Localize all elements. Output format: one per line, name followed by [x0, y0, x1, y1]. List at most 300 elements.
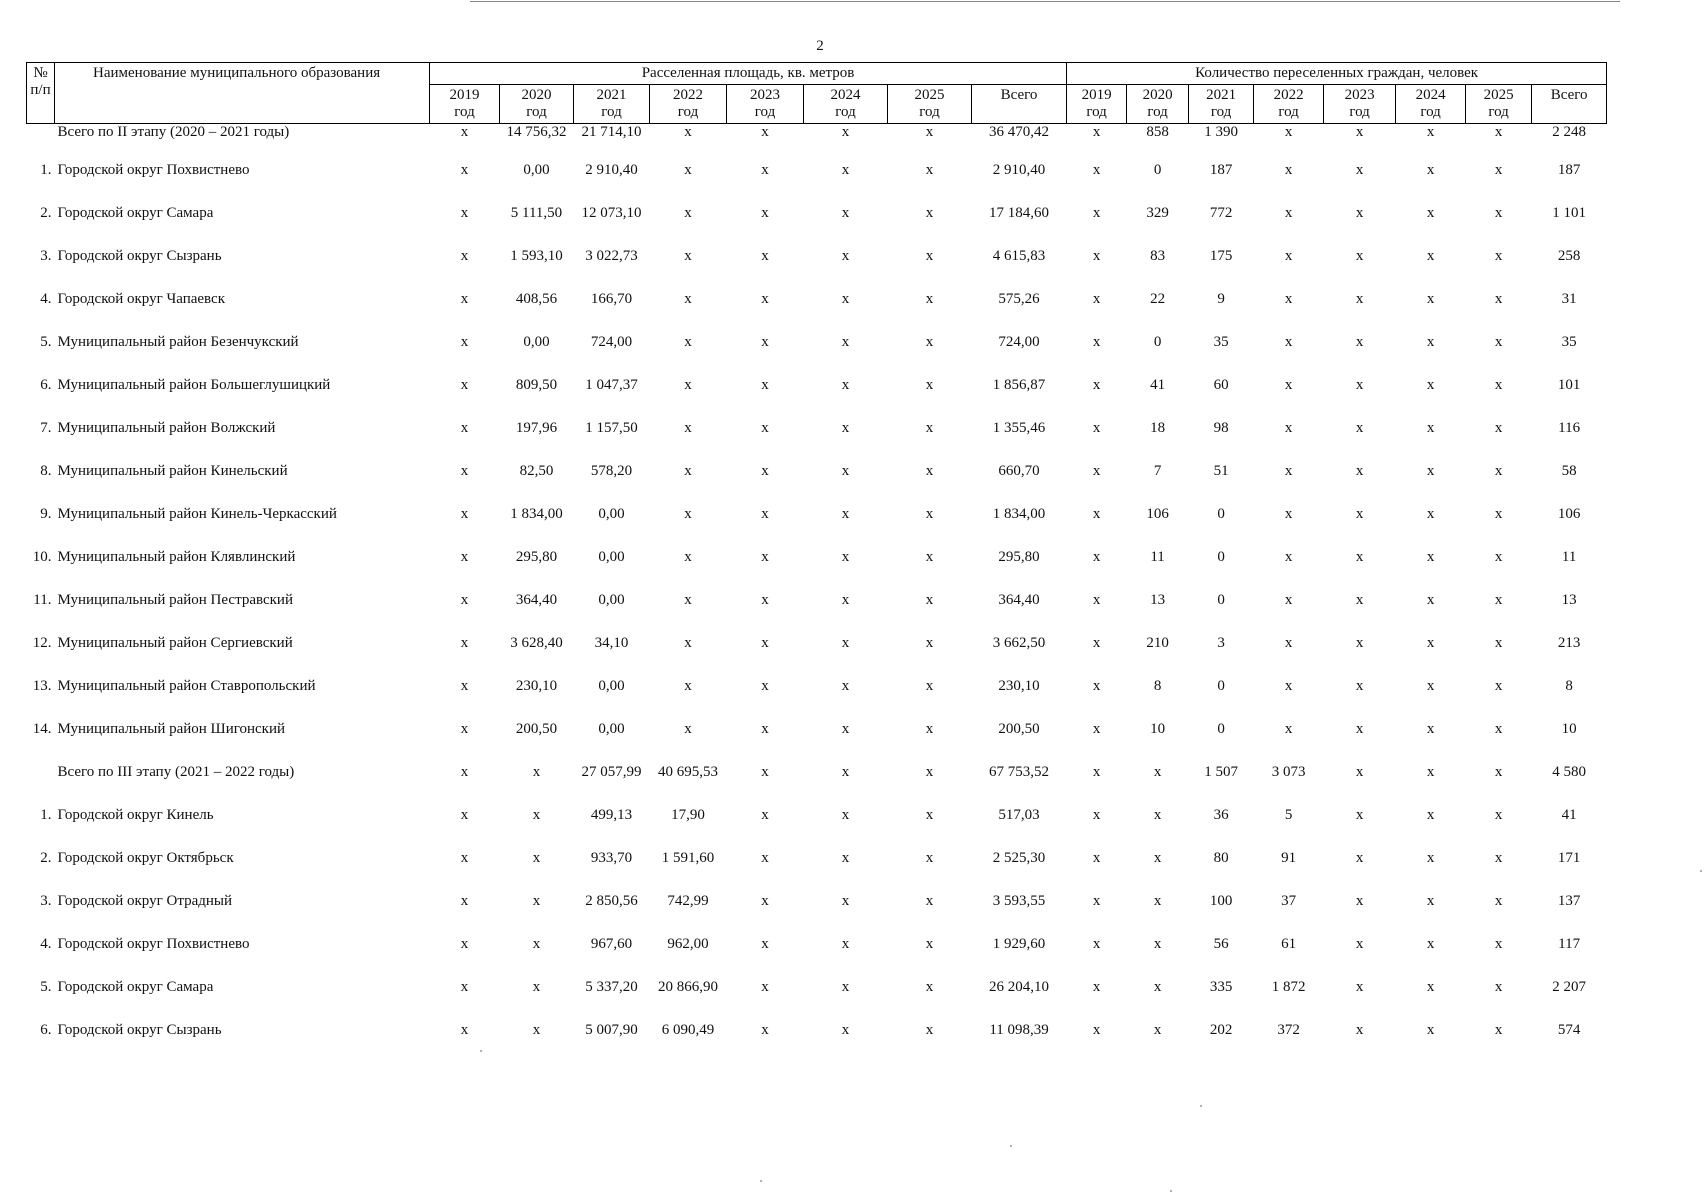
people-cell: x [1092, 807, 1101, 823]
area-cell: x [841, 635, 850, 651]
area-total-cell: 575,26 [998, 291, 1040, 307]
area-cell: x [532, 807, 541, 823]
municipality-name: Городской округ Похвистнево [57, 162, 250, 178]
people-cell: x [1284, 635, 1293, 651]
area-cell: x [925, 506, 934, 522]
table-row [27, 678, 1607, 721]
people-cell: x [1426, 1022, 1435, 1038]
people-cell: x [1494, 506, 1503, 522]
people-cell: x [1153, 893, 1162, 909]
area-cell: x [460, 162, 469, 178]
area-cell: 0,00 [598, 506, 625, 522]
people-total-cell: 213 [1557, 635, 1581, 651]
people-cell: x [1284, 592, 1293, 608]
people-cell: x [1494, 721, 1503, 737]
area-cell: x [925, 549, 934, 565]
scan-artifact-dot [1200, 1105, 1202, 1107]
people-cell: 175 [1209, 248, 1233, 264]
area-cell: x [532, 893, 541, 909]
table-row [27, 248, 1607, 291]
area-cell: 0,00 [598, 592, 625, 608]
people-cell: 18 [1150, 420, 1166, 436]
area-cell: 5 337,20 [585, 979, 638, 995]
people-cell: x [1494, 463, 1503, 479]
table-row [27, 291, 1607, 334]
people-cell: x [1494, 248, 1503, 264]
area-cell: 6 090,49 [661, 1022, 715, 1038]
people-cell: x [1426, 850, 1435, 866]
people-cell: x [1092, 678, 1101, 694]
people-total-cell: 116 [1558, 420, 1581, 436]
area-cell: x [684, 124, 692, 140]
area-cell: x [460, 506, 469, 522]
area-total-cell: 724,00 [998, 334, 1040, 350]
people-cell: x [1355, 850, 1364, 866]
row-number: 9. [40, 506, 52, 522]
people-cell: x [1494, 893, 1503, 909]
area-cell: x [925, 592, 934, 608]
people-cell: x [1494, 205, 1503, 221]
people-cell: 100 [1209, 893, 1233, 909]
area-cell: 1 593,10 [510, 248, 563, 264]
area-cell: x [841, 463, 850, 479]
people-cell: x [1153, 936, 1162, 952]
people-cell: x [1494, 162, 1503, 178]
people-cell: x [1494, 1022, 1503, 1038]
area-cell: 0,00 [598, 549, 625, 565]
area-cell: x [761, 592, 769, 608]
people-cell: x [1426, 979, 1435, 995]
area-total-cell: 200,50 [998, 721, 1040, 737]
area-cell: x [761, 635, 769, 651]
area-cell: x [925, 334, 934, 350]
table-row [27, 162, 1607, 205]
area-cell: x [925, 893, 934, 909]
area-total-cell: 1 355,46 [992, 420, 1046, 436]
people-cell: x [1426, 205, 1435, 221]
area-cell: x [460, 248, 469, 264]
area-cell: x [925, 162, 934, 178]
area-total-cell: 1 929,60 [992, 936, 1046, 952]
people-cell: 372 [1277, 1022, 1300, 1038]
people-cell: x [1284, 420, 1293, 436]
people-cell: x [1153, 1022, 1162, 1038]
municipality-name: Муниципальный район Пестравский [57, 592, 293, 608]
people-total-cell: 187 [1557, 162, 1581, 178]
people-cell: 10 [1150, 721, 1166, 737]
area-cell: x [841, 893, 850, 909]
row-number: 13. [32, 678, 52, 694]
area-cell: x [925, 764, 934, 780]
area-cell: x [761, 721, 769, 737]
people-cell: x [1355, 678, 1364, 694]
area-cell: x [841, 549, 850, 565]
people-cell: x [1494, 377, 1503, 393]
people-cell: x [1092, 506, 1101, 522]
row-number: 14. [32, 721, 52, 737]
people-cell: x [1494, 592, 1503, 608]
area-total-cell: 230,10 [998, 678, 1040, 694]
area-cell: x [684, 506, 692, 522]
area-year-header: 2024 год [804, 85, 888, 124]
people-cell: x [1284, 162, 1293, 178]
area-cell: x [761, 377, 769, 393]
area-cell: x [841, 124, 850, 140]
row-number [27, 764, 55, 807]
table-row [27, 850, 1607, 893]
people-cell: x [1355, 463, 1364, 479]
people-total-header: Всего [1532, 85, 1607, 124]
municipality-name: Муниципальный район Шигонский [57, 721, 286, 737]
area-cell: 197,96 [515, 420, 558, 436]
municipality-name: Муниципальный район Кинельский [57, 463, 288, 479]
people-cell: x [1355, 936, 1364, 952]
people-cell: x [1153, 850, 1162, 866]
area-cell: x [761, 850, 769, 866]
area-total-header: Всего [972, 85, 1067, 124]
area-cell: x [532, 764, 541, 780]
area-cell: x [925, 420, 934, 436]
people-cell: x [1092, 248, 1101, 264]
people-cell: 13 [1150, 592, 1166, 608]
people-total-cell: 2 207 [1552, 979, 1586, 995]
people-cell: x [1494, 420, 1503, 436]
table-row [27, 721, 1607, 764]
area-cell: 1 047,37 [585, 377, 638, 393]
area-cell: 499,13 [590, 807, 633, 823]
scan-artifact-dot [1170, 1190, 1172, 1192]
municipality-name: Муниципальный район Сергиевский [57, 635, 293, 651]
area-cell: x [460, 420, 469, 436]
area-total-cell: 17 184,60 [989, 205, 1050, 221]
area-cell: x [925, 463, 934, 479]
municipality-name: Всего по III этапу (2021 – 2022 годы) [57, 764, 295, 780]
area-cell: 21 714,10 [581, 124, 642, 140]
people-group-header: Количество переселенных граждан, человек [1067, 63, 1607, 85]
municipality-name: Городской округ Сызрань [57, 248, 222, 264]
area-cell: 34,10 [594, 635, 629, 651]
area-cell: 200,50 [515, 721, 558, 737]
people-cell: x [1355, 635, 1364, 651]
people-total-cell: 258 [1557, 248, 1581, 264]
area-cell: 967,60 [590, 936, 633, 952]
people-cell: x [1092, 291, 1101, 307]
area-cell: x [925, 377, 934, 393]
people-cell: x [1355, 205, 1364, 221]
people-cell: x [1092, 721, 1101, 737]
people-cell: x [1494, 678, 1503, 694]
area-cell: 0,00 [523, 162, 550, 178]
area-cell: x [841, 248, 850, 264]
area-cell: x [841, 334, 850, 350]
area-cell: x [761, 124, 769, 140]
people-cell: x [1494, 850, 1503, 866]
area-cell: x [460, 850, 469, 866]
people-total-cell: 8 [1565, 678, 1573, 694]
people-cell: x [1284, 463, 1293, 479]
people-cell: 0 [1217, 721, 1225, 737]
area-cell: x [684, 205, 692, 221]
people-cell: x [1355, 377, 1364, 393]
municipality-name: Муниципальный район Кинель-Черкасский [57, 506, 337, 522]
area-cell: 742,99 [667, 893, 709, 909]
area-cell: 20 866,90 [658, 979, 718, 995]
table-row [27, 124, 1607, 163]
area-year-header: 2021 год [574, 85, 650, 124]
area-total-cell: 295,80 [998, 549, 1040, 565]
area-cell: 166,70 [590, 291, 633, 307]
area-cell: x [761, 936, 769, 952]
people-cell: x [1092, 377, 1101, 393]
area-cell: x [684, 721, 692, 737]
people-cell: x [1355, 1022, 1364, 1038]
people-cell: x [1426, 721, 1435, 737]
people-cell: 0 [1217, 678, 1225, 694]
table-row [27, 807, 1607, 850]
people-cell: x [1284, 549, 1293, 565]
people-cell: 1 390 [1204, 124, 1238, 140]
people-cell: x [1426, 936, 1435, 952]
people-cell: 0 [1153, 162, 1162, 178]
area-cell: 2 910,40 [585, 162, 638, 178]
area-cell: x [925, 248, 934, 264]
municipality-name: Муниципальный район Ставропольский [57, 678, 316, 694]
people-cell: 22 [1150, 291, 1166, 307]
people-cell: x [1494, 334, 1503, 350]
people-cell: x [1284, 248, 1293, 264]
people-total-cell: 11 [1561, 549, 1577, 565]
table-row [27, 893, 1607, 936]
people-cell: 11 [1150, 549, 1165, 565]
area-cell: x [761, 420, 769, 436]
row-number: 2. [40, 205, 52, 221]
municipality-name: Городской округ Самара [57, 205, 214, 221]
people-cell: 83 [1150, 248, 1166, 264]
area-cell: x [841, 850, 850, 866]
area-total-cell: 1 856,87 [992, 377, 1046, 393]
row-number: 6. [40, 1022, 52, 1038]
area-cell: x [841, 291, 850, 307]
people-cell: 98 [1213, 420, 1229, 436]
people-total-cell: 101 [1557, 377, 1581, 393]
people-cell: 60 [1213, 377, 1229, 393]
people-cell: x [1426, 248, 1435, 264]
area-cell: x [761, 764, 769, 780]
area-cell: x [684, 291, 692, 307]
people-cell: x [1092, 205, 1101, 221]
row-number: 3. [40, 248, 52, 264]
area-cell: x [925, 678, 934, 694]
people-cell: x [1153, 764, 1162, 780]
people-cell: x [1284, 334, 1293, 350]
area-cell: x [460, 592, 469, 608]
table-row [27, 979, 1607, 1022]
row-number: 6. [40, 377, 52, 393]
area-cell: x [925, 850, 934, 866]
people-total-cell: 41 [1561, 807, 1577, 823]
people-total-cell: 58 [1561, 463, 1577, 479]
area-cell: x [761, 807, 769, 823]
people-cell: 0 [1153, 334, 1162, 350]
municipality-name: Городской округ Сызрань [57, 1022, 222, 1038]
area-cell: 724,00 [590, 334, 633, 350]
area-cell: x [761, 979, 769, 995]
people-total-cell: 35 [1561, 334, 1577, 350]
people-cell: 1 872 [1271, 979, 1306, 995]
municipality-name: Всего по II этапу (2020 – 2021 годы) [57, 124, 290, 140]
people-cell: 772 [1209, 205, 1233, 221]
people-cell: x [1092, 334, 1101, 350]
people-cell: 1 507 [1204, 764, 1238, 780]
people-cell: x [1494, 807, 1503, 823]
people-cell: x [1355, 549, 1364, 565]
area-year-header: 2022 год [650, 85, 727, 124]
row-number: 12. [32, 635, 52, 651]
area-year-header: 2025 год [888, 85, 972, 124]
area-cell: 40 695,53 [658, 764, 718, 780]
area-cell: x [761, 678, 769, 694]
area-year-header: 2023 год [727, 85, 804, 124]
people-cell: x [1092, 936, 1101, 952]
municipality-name: Городской округ Отрадный [57, 893, 232, 909]
area-cell: x [460, 936, 469, 952]
area-cell: x [684, 377, 692, 393]
people-cell: x [1355, 592, 1364, 608]
area-total-cell: 4 615,83 [992, 248, 1046, 264]
area-cell: 0,00 [598, 721, 625, 737]
area-year-header: 2020 год [500, 85, 574, 124]
people-cell: 56 [1213, 936, 1229, 952]
area-total-cell: 517,03 [998, 807, 1040, 823]
people-cell: x [1426, 807, 1435, 823]
people-cell: x [1092, 850, 1101, 866]
people-cell: x [1355, 162, 1364, 178]
people-cell: 210 [1146, 635, 1169, 651]
people-total-cell: 106 [1557, 506, 1581, 522]
area-cell: 230,10 [515, 678, 558, 694]
area-cell: 364,40 [515, 592, 558, 608]
area-cell: x [460, 124, 469, 140]
people-cell: x [1092, 635, 1101, 651]
municipality-name: Городской округ Похвистнево [57, 936, 250, 952]
people-cell: x [1426, 291, 1435, 307]
people-cell: x [1284, 678, 1293, 694]
people-cell: x [1284, 291, 1293, 307]
area-cell: x [841, 377, 850, 393]
people-cell: 51 [1213, 463, 1229, 479]
people-cell: x [1355, 979, 1364, 995]
people-cell: 106 [1146, 506, 1169, 522]
area-total-cell: 67 753,52 [989, 764, 1050, 780]
row-number: 11. [33, 592, 52, 608]
num-column-header: № п/п [27, 63, 55, 124]
area-cell: x [761, 334, 769, 350]
people-cell: 91 [1281, 850, 1297, 866]
people-total-cell: 2 248 [1552, 124, 1586, 140]
people-cell: x [1355, 420, 1364, 436]
people-cell: x [1494, 549, 1503, 565]
people-total-cell: 4 580 [1552, 764, 1586, 780]
people-year-header: 2025 год [1466, 85, 1532, 124]
people-cell: x [1426, 162, 1435, 178]
area-total-cell: 26 204,10 [989, 979, 1050, 995]
area-cell: x [761, 1022, 769, 1038]
area-total-cell: 3 593,55 [992, 893, 1046, 909]
people-cell: x [1092, 420, 1101, 436]
people-cell: 7 [1153, 463, 1162, 479]
people-cell: x [1494, 936, 1503, 952]
row-number: 1. [40, 162, 52, 178]
people-cell: x [1092, 893, 1101, 909]
row-number: 3. [40, 893, 52, 909]
area-total-cell: 1 834,00 [992, 506, 1046, 522]
people-cell: x [1426, 334, 1435, 350]
people-total-cell: 137 [1557, 893, 1581, 909]
area-cell: x [460, 291, 469, 307]
people-cell: x [1426, 592, 1435, 608]
area-cell: 5 007,90 [585, 1022, 638, 1038]
area-cell: x [841, 979, 850, 995]
people-cell: x [1355, 124, 1364, 140]
table-row [27, 205, 1607, 248]
area-cell: x [460, 764, 469, 780]
area-cell: x [841, 592, 850, 608]
area-cell: x [684, 678, 692, 694]
area-cell: x [460, 979, 469, 995]
area-cell: x [460, 721, 469, 737]
scan-artifact-dot [760, 1180, 762, 1182]
people-cell: 80 [1213, 850, 1229, 866]
people-cell: 202 [1209, 1022, 1233, 1038]
people-cell: x [1284, 506, 1293, 522]
table-body [27, 124, 1607, 1066]
area-cell: 14 756,32 [506, 124, 567, 140]
area-cell: x [925, 979, 934, 995]
people-cell: 35 [1213, 334, 1229, 350]
table-row [27, 506, 1607, 549]
header-row-groups [27, 63, 1607, 85]
area-cell: 17,90 [671, 807, 705, 823]
area-cell: x [684, 549, 692, 565]
people-cell: x [1426, 420, 1435, 436]
municipality-name: Городской округ Чапаевск [57, 291, 225, 307]
people-cell: x [1355, 893, 1364, 909]
area-cell: x [761, 248, 769, 264]
area-cell: x [925, 807, 934, 823]
area-year-header: 2019 год [430, 85, 500, 124]
area-total-cell: 364,40 [998, 592, 1040, 608]
area-cell: x [761, 463, 769, 479]
area-total-cell: 660,70 [998, 463, 1040, 479]
area-cell: x [684, 334, 692, 350]
area-cell: 3 628,40 [510, 635, 563, 651]
row-number: 8. [40, 463, 52, 479]
row-number: 4. [40, 291, 52, 307]
area-cell: x [460, 893, 469, 909]
table-row [27, 635, 1607, 678]
row-number [27, 124, 55, 163]
area-cell: x [841, 936, 850, 952]
municipality-name: Городской округ Кинель [57, 807, 214, 823]
municipality-name: Муниципальный район Безенчукский [57, 334, 299, 350]
area-cell: x [532, 979, 541, 995]
area-cell: x [684, 248, 692, 264]
people-cell: x [1426, 377, 1435, 393]
row-number: 10. [32, 549, 52, 565]
people-cell: x [1355, 764, 1364, 780]
people-total-cell: 13 [1561, 592, 1577, 608]
people-cell: x [1153, 807, 1162, 823]
